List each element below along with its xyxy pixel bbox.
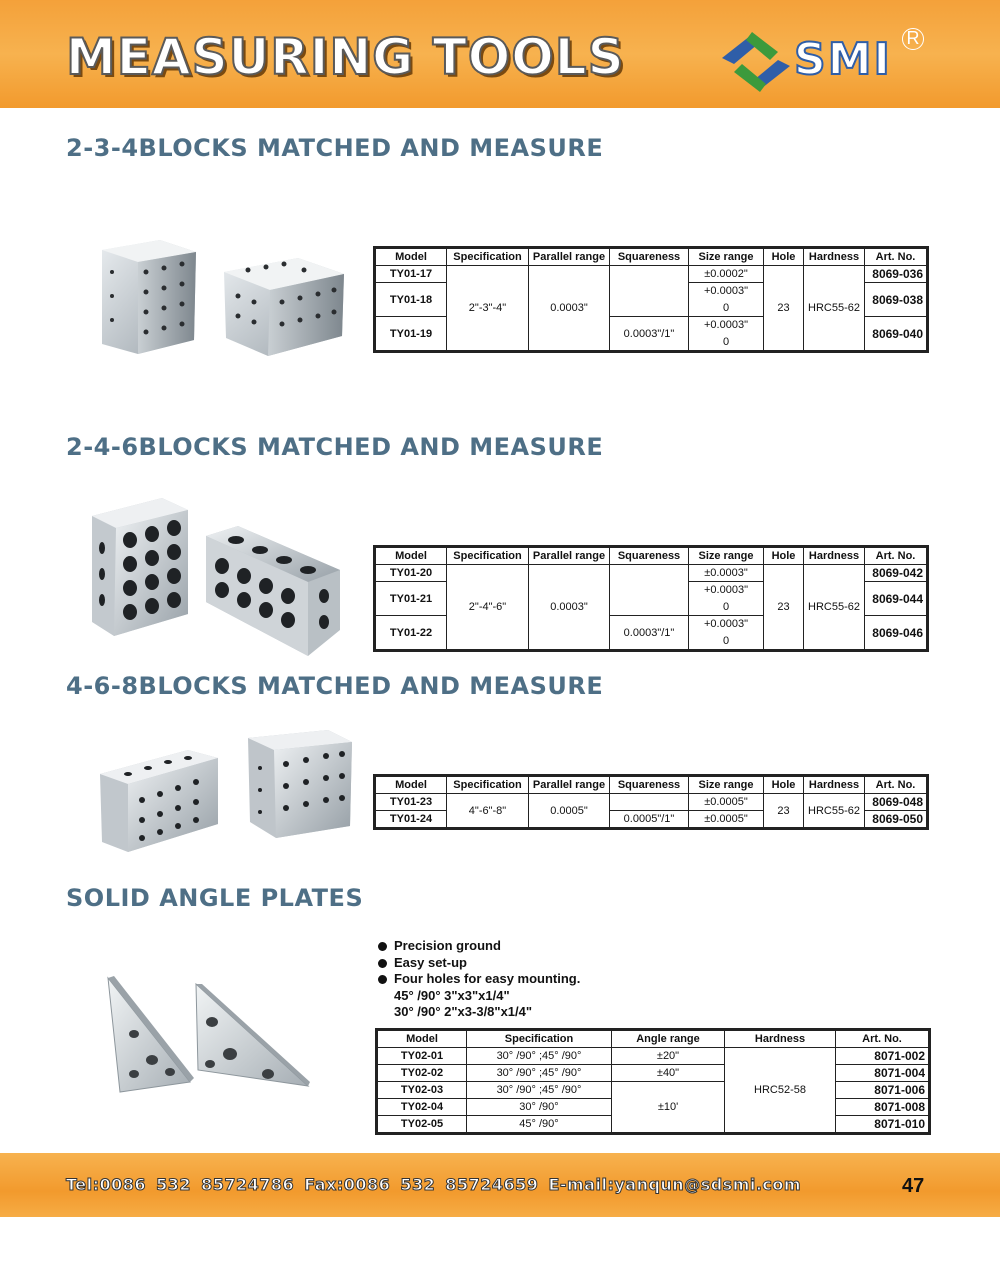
feature-item: Easy set-up: [378, 955, 580, 972]
angle-cell: ±10': [612, 1082, 725, 1133]
model-cell: TY01-24: [376, 811, 447, 828]
art-no-cell: 8069-050: [865, 811, 927, 828]
spec-cell: 30° /90° ;45° /90°: [467, 1082, 612, 1099]
art-no-cell: 8069-046: [865, 616, 927, 650]
spec-cell: 4"-6"-8": [447, 794, 529, 828]
size-line: 45° /90° 3"x3"x1/4": [394, 987, 510, 1003]
hardness-cell: HRC52-58: [725, 1048, 836, 1133]
col-header-size-range: Size range: [689, 548, 764, 565]
model-cell: TY01-21: [376, 582, 447, 616]
spec-cell: 45° /90°: [467, 1116, 612, 1133]
angle-plates-image: [104, 972, 312, 1096]
feature-item: Precision ground: [378, 938, 580, 955]
art-no-cell: 8071-006: [836, 1082, 929, 1099]
model-cell: TY02-01: [378, 1048, 467, 1065]
col-header-model: Model: [376, 777, 447, 794]
hole-cell: 23: [764, 565, 804, 650]
smi-logo-mark-icon: [716, 30, 796, 94]
col-header-squareness: Squareness: [610, 249, 689, 266]
model-cell: TY02-03: [378, 1082, 467, 1099]
spec-cell: 2"-3"-4": [447, 266, 529, 351]
size-cell: ±0.0002": [689, 266, 764, 283]
model-cell: TY01-19: [376, 317, 447, 351]
section-title-angle-plates: SOLID ANGLE PLATES: [66, 884, 364, 912]
col-header-art-no: Art. No.: [865, 548, 927, 565]
col-header-art-no: Art. No.: [865, 249, 927, 266]
size-line: 30° /90° 2"x3-3/8"x1/4": [394, 1004, 533, 1019]
squareness-empty-cell: [610, 565, 689, 616]
brand-name: SMI: [794, 34, 892, 85]
angle-plates-table: [377, 1030, 929, 1133]
col-header-specification: Specification: [447, 249, 529, 266]
header-band: [0, 0, 1000, 108]
model-cell: TY02-04: [378, 1099, 467, 1116]
blocks-234-table: [375, 248, 927, 351]
size-cell: 0: [689, 300, 764, 317]
size-cell: +0.0003": [689, 582, 764, 599]
hole-cell: 23: [764, 266, 804, 351]
model-cell: TY01-23: [376, 794, 447, 811]
model-cell: TY01-20: [376, 565, 447, 582]
model-cell: TY01-17: [376, 266, 447, 283]
squareness-cell: 0.0003"/1": [610, 616, 689, 650]
col-header-hardness: Hardness: [804, 777, 865, 794]
section-title-234: 2-3-4BLOCKS MATCHED AND MEASURE: [66, 134, 604, 162]
squareness-cell: 0.0003"/1": [610, 317, 689, 351]
col-header-specification: Specification: [447, 777, 529, 794]
col-header-model: Model: [376, 249, 447, 266]
blocks-468-image: [98, 728, 354, 856]
model-cell: TY02-02: [378, 1065, 467, 1082]
art-no-cell: 8071-002: [836, 1048, 929, 1065]
page-title: MEASURING TOOLS: [66, 28, 625, 86]
model-cell: TY02-05: [378, 1116, 467, 1133]
col-header-hole: Hole: [764, 249, 804, 266]
spec-cell: 30° /90° ;45° /90°: [467, 1065, 612, 1082]
art-no-cell: 8069-044: [865, 582, 927, 616]
spec-cell: 30° /90° ;45° /90°: [467, 1048, 612, 1065]
col-header-parallel: Parallel range: [529, 777, 610, 794]
hole-cell: 23: [764, 794, 804, 828]
col-header-parallel: Parallel range: [529, 548, 610, 565]
col-header-art-no: Art. No.: [836, 1031, 929, 1048]
squareness-cell: 0.0005"/1": [610, 811, 689, 828]
col-header-hardness: Hardness: [804, 249, 865, 266]
section-title-468: 4-6-8BLOCKS MATCHED AND MEASURE: [66, 672, 604, 700]
registered-mark: R: [902, 28, 924, 50]
model-cell: TY01-18: [376, 283, 447, 317]
spec-cell: 2"-4"-6": [447, 565, 529, 650]
art-no-cell: 8069-038: [865, 283, 927, 317]
parallel-cell: 0.0005": [529, 794, 610, 828]
col-header-hardness: Hardness: [725, 1031, 836, 1048]
col-header-hole: Hole: [764, 777, 804, 794]
model-cell: TY01-22: [376, 616, 447, 650]
parallel-cell: 0.0003": [529, 266, 610, 351]
smi-logo: [716, 24, 926, 104]
col-header-parallel: Parallel range: [529, 249, 610, 266]
art-no-cell: 8071-008: [836, 1099, 929, 1116]
angle-cell: ±40": [612, 1065, 725, 1082]
size-cell: +0.0003": [689, 616, 764, 633]
size-cell: ±0.0003": [689, 565, 764, 582]
hardness-cell: HRC55-62: [804, 266, 865, 351]
hardness-cell: HRC55-62: [804, 794, 865, 828]
col-header-art-no: Art. No.: [865, 777, 927, 794]
col-header-size-range: Size range: [689, 249, 764, 266]
squareness-empty-cell: [610, 266, 689, 317]
col-header-model: Model: [376, 548, 447, 565]
art-no-cell: 8069-036: [865, 266, 927, 283]
squareness-empty-cell: [610, 794, 689, 811]
col-header-hole: Hole: [764, 548, 804, 565]
col-header-squareness: Squareness: [610, 548, 689, 565]
art-no-cell: 8069-048: [865, 794, 927, 811]
spec-cell: 30° /90°: [467, 1099, 612, 1116]
hardness-cell: HRC55-62: [804, 565, 865, 650]
art-no-cell: 8069-040: [865, 317, 927, 351]
col-header-angle-range: Angle range: [612, 1031, 725, 1048]
blocks-246-table: [375, 547, 927, 650]
size-cell: ±0.0005": [689, 794, 764, 811]
blocks-468-table: [375, 776, 927, 828]
art-no-cell: 8069-042: [865, 565, 927, 582]
size-cell: 0: [689, 633, 764, 650]
footer-band: [0, 1153, 1000, 1217]
col-header-squareness: Squareness: [610, 777, 689, 794]
col-header-model: Model: [378, 1031, 467, 1048]
blocks-246-image: [90, 496, 346, 660]
col-header-hardness: Hardness: [804, 548, 865, 565]
contact-info: Tel:0086 532 85724786 Fax:0086 532 85724659 E-mail:yanqun@sdsmi.com: [66, 1175, 802, 1194]
section-title-246: 2-4-6BLOCKS MATCHED AND MEASURE: [66, 433, 604, 461]
feature-item: Four holes for easy mounting.: [378, 971, 580, 988]
size-cell: 0: [689, 599, 764, 616]
feature-list: [378, 938, 580, 1021]
size-cell: 0: [689, 334, 764, 351]
size-cell: +0.0003": [689, 283, 764, 300]
page-number: 47: [902, 1175, 925, 1197]
col-header-specification: Specification: [447, 548, 529, 565]
angle-cell: ±20": [612, 1048, 725, 1065]
size-cell: ±0.0005": [689, 811, 764, 828]
size-cell: +0.0003": [689, 317, 764, 334]
art-no-cell: 8071-004: [836, 1065, 929, 1082]
col-header-size-range: Size range: [689, 777, 764, 794]
col-header-specification: Specification: [467, 1031, 612, 1048]
blocks-234-image: [98, 236, 348, 362]
art-no-cell: 8071-010: [836, 1116, 929, 1133]
parallel-cell: 0.0003": [529, 565, 610, 650]
